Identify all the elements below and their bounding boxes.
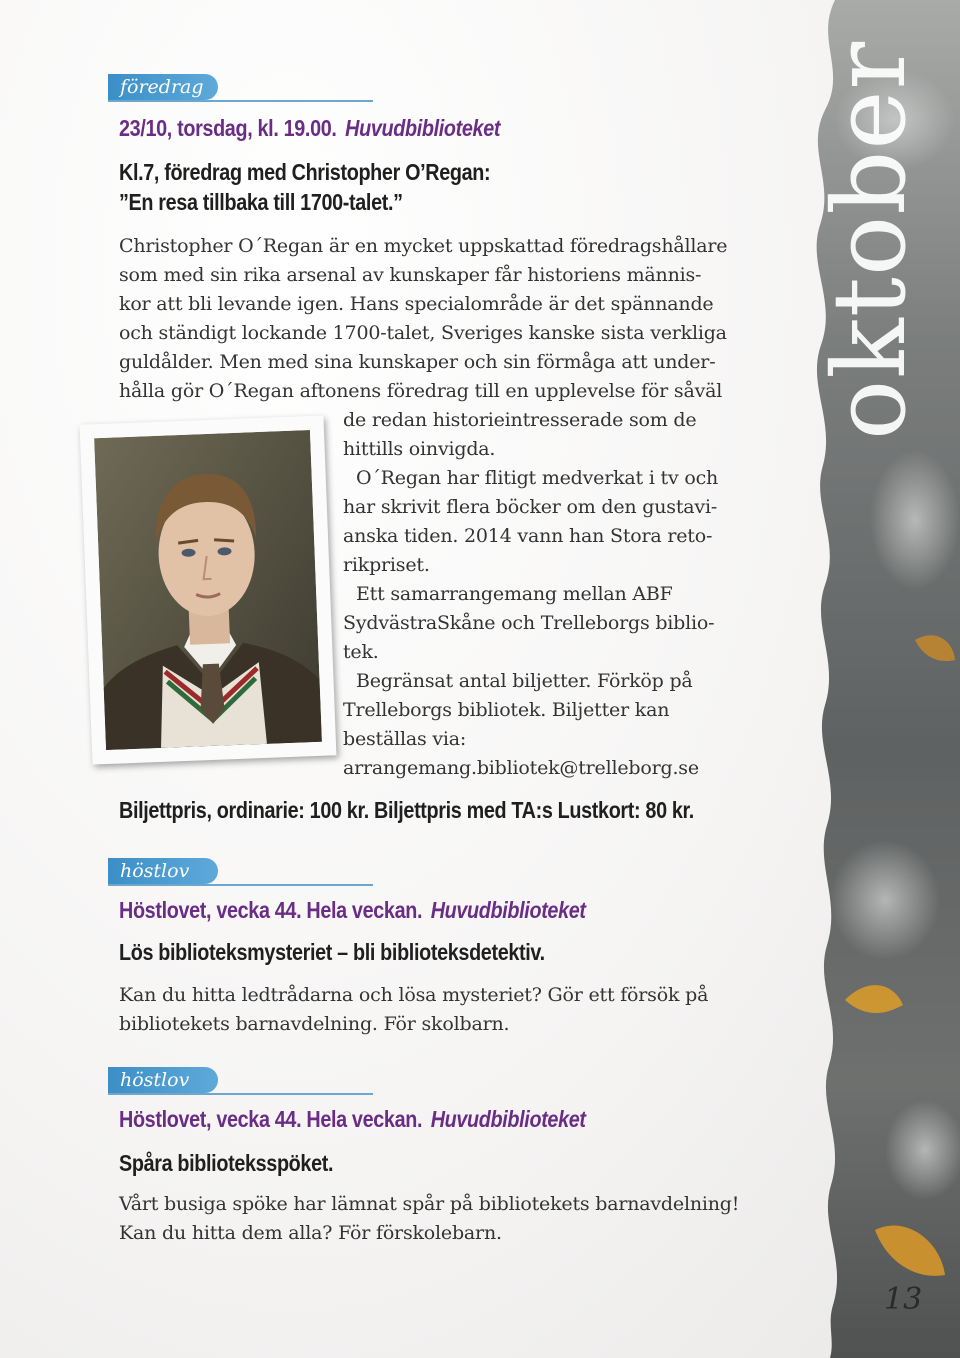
text-line: Christopher O´Regan är en mycket uppskattad föredragshållare — [119, 235, 728, 257]
event-title-line: ”En resa tillbaka till 1700-talet.” — [119, 189, 403, 215]
event-date — [119, 1106, 586, 1133]
event-venue: Huvudbiblioteket — [430, 1106, 586, 1132]
event-description-wrapped — [343, 406, 718, 783]
text-line: beställas via: — [343, 728, 467, 750]
text-line: Begränsat antal biljetter. Förköp på — [356, 670, 693, 692]
event-date-text: Höstlovet, vecka 44. Hela veckan. — [119, 897, 423, 923]
category-tab — [108, 1067, 373, 1095]
text-line: hålla gör O´Regan aftonens föredrag till en upplevelse för såväl — [119, 380, 723, 402]
text-line: Vårt busiga spöke har lämnat spår på bibliotekets barnavdelning! — [119, 1193, 740, 1215]
event-title-line: Kl.7, föredrag med Christopher O’Regan: — [119, 159, 491, 185]
category-tab — [108, 74, 373, 102]
text-line: hittills oinvigda. — [343, 438, 496, 460]
text-line: de redan historieintresserade som de — [343, 409, 697, 431]
event-title — [119, 157, 490, 217]
text-line: rikpriset. — [343, 554, 430, 576]
text-line: SydvästraSkåne och Trelleborgs biblio- — [343, 612, 715, 634]
event-date — [119, 897, 586, 924]
text-line: anska tiden. 2014 vann han Stora reto- — [343, 525, 713, 547]
event-title: Spåra biblioteksspöket. — [119, 1150, 334, 1176]
category-label: föredrag — [108, 74, 218, 100]
text-line: tek. — [343, 641, 379, 663]
event-description — [119, 1190, 739, 1248]
category-label: höstlov — [108, 858, 218, 884]
portrait-illustration — [94, 430, 322, 750]
event-date — [119, 115, 500, 142]
month-title: oktober — [811, 40, 928, 440]
text-line: har skrivit flera böcker om den gustavi- — [343, 496, 718, 518]
text-line: Kan du hitta ledtrådarna och lösa mysteriet? Gör ett försök på — [119, 984, 709, 1006]
text-line: och ständigt lockande 1700-talet, Sveriges kanske sista verkliga — [119, 322, 727, 344]
event-date-text: 23/10, torsdag, kl. 19.00. — [119, 115, 337, 141]
ticket-price: Biljettpris, ordinarie: 100 kr. Biljettpris med TA:s Lustkort: 80 kr. — [119, 797, 694, 823]
page-number: 13 — [884, 1282, 923, 1317]
category-tab — [108, 858, 373, 886]
text-line: Ett samarrangemang mellan ABF — [356, 583, 673, 605]
event-venue: Huvudbiblioteket — [345, 115, 501, 141]
speaker-photo — [80, 415, 337, 764]
email-link[interactable]: arrangemang.bibliotek@trelleborg.se — [343, 757, 699, 779]
event-date-text: Höstlovet, vecka 44. Hela veckan. — [119, 1106, 423, 1132]
event-venue: Huvudbiblioteket — [430, 897, 586, 923]
event-title: Lös biblioteksmysteriet – bli biblioteksdetektiv. — [119, 939, 545, 965]
text-line: guldålder. Men med sina kunskaper och sin förmåga att under- — [119, 351, 716, 373]
text-line: O´Regan har flitigt medverkat i tv och — [356, 467, 719, 489]
text-line: kor att bli levande igen. Hans specialområde är det spännande — [119, 293, 714, 315]
text-line: Trelleborgs bibliotek. Biljetter kan — [343, 699, 670, 721]
event-description — [119, 981, 708, 1039]
text-line: Kan du hitta dem alla? För förskolebarn. — [119, 1222, 502, 1244]
category-label: höstlov — [108, 1067, 218, 1093]
text-line: som med sin rika arsenal av kunskaper får historiens männis- — [119, 264, 702, 286]
event-description — [119, 232, 727, 406]
text-line: bibliotekets barnavdelning. För skolbarn. — [119, 1013, 510, 1035]
